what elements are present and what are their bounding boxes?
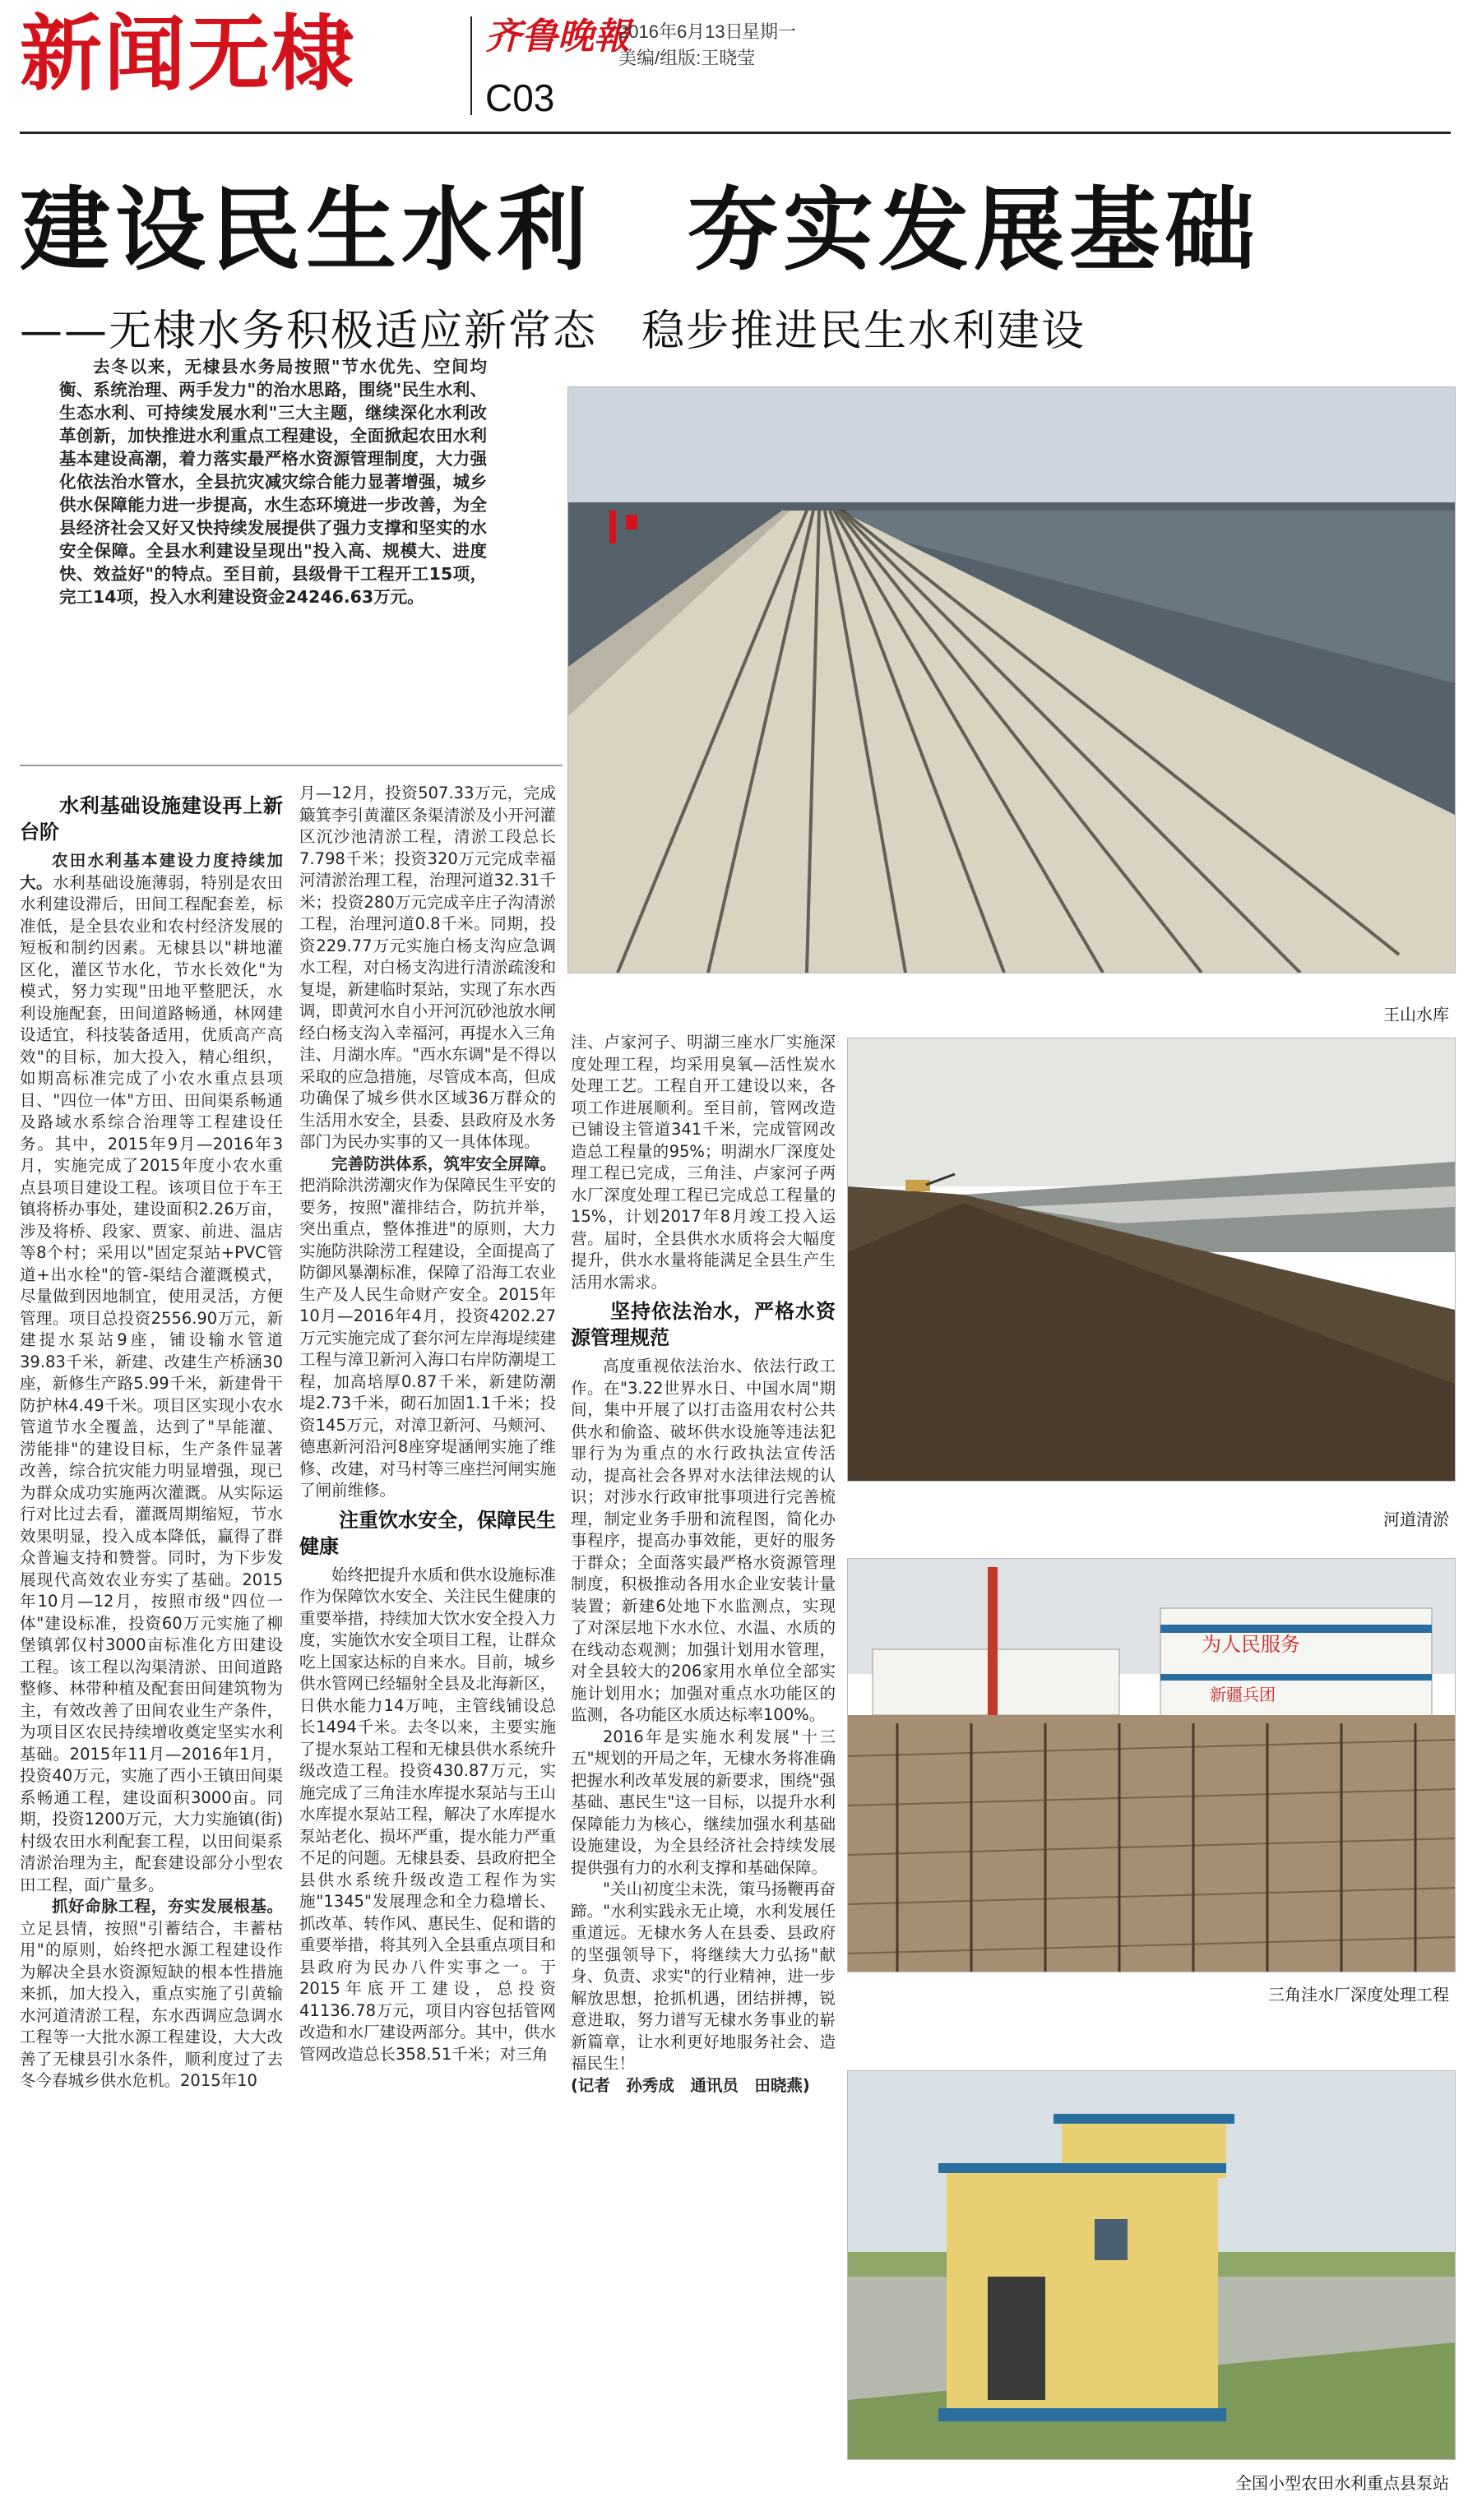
section-title: 新闻无棣 xyxy=(20,6,355,102)
intro-paragraph: 去冬以来，无棣县水务局按照"节水优先、空间均衡、系统治理、两手发力"的治水思路，围绕"民生水利、生态水利、可持续发展水利"三大主题，继续深化水利改革创新，加快推进水利重点工程建设，全面掀起农田水利基本建设高潮，着力落实最严格水资源管理制度，大力强化依法治水管水，全县抗灾减灾综合能力显著增强，城乡供水保障能力进一步提高，水生态环境进一步改善，为全县经济社会又好又快持续发展提供了强力支撑和坚实的水安全保障。全县水利建设呈现出"投入高、规模大、进度快、效益好"的特点。至目前，县级骨干工程开工15项，完工14项，投入水利建设资金24246.63万元。 xyxy=(59,357,487,607)
paragraph: 2016年是实施水利发展"十三五"规划的开局之年，无棣水务将准确把握水利改革发展的新要求，围绕"强基础、惠民生"这一目标，以提升水利保障能力为核心，继续加强水利基础设施建设，为全县经济社会持续发展提供强有力的水利支撑和基础保障。 xyxy=(571,1727,836,1877)
paragraph-lead: 完善防洪体系，筑牢安全屏障。 xyxy=(331,1154,556,1173)
plant-sign-text: 为人民服务 xyxy=(1202,1633,1300,1656)
paragraph: 洼、卢家河子、明湖三座水厂实施深度处理工程，均采用臭氧—活性炭水处理工艺。工程自开工建设以来，各项工作进展顺利。至目前，管网改造已铺设主管道341千米，完成管网改造总工程量的95%；明湖水厂深度处理工程已完成，三角洼、卢家河子两水厂深度处理工程已完成总工程量的15%，计划2017年8月竣工投入运营。届时，全县供水水质将会大幅度提升，供水水量将能满足全县生产生活用水需求。 xyxy=(571,1033,836,1292)
paragraph-text: 把消除洪涝潮灾作为保障民生平安的要务，按照"灌排结合，防抗并举，突出重点，整体推进"的原则，大力实施防洪除涝工程建设，全面提高了防御风暴潮标准，保障了沿海工农业生产及人民生命财产安全。2015年10月—2016年4月，投资4202.27万元实施完成了套尔河左岸海堤续建工程与漳卫新河入海口右岸防潮堤工程，加高培厚0.87千米，新建防潮堤2.73千米，砌石加固1.1千米；投资145万元，对漳卫新河、马颊河、德惠新河沿河8座穿堤涵闸实施了维修、改建，对马村等三座拦河闸实施了闸前维修。 xyxy=(299,1176,556,1500)
article-intro xyxy=(59,355,487,608)
dredging-photo xyxy=(847,1038,1456,1482)
article-column-1 xyxy=(20,788,283,2498)
paragraph: "关山初度尘未洗，策马扬鞭再奋蹄。"水利实践永无止境，水利发展任重道远。无棣水务人在县委、县政府的坚强领导下，将继续大力弘扬"献身、负责、求实"的行业精神，进一步解放思想，抢抓机遇，团结拼搏，锐意进取，努力谱写无棣水务事业的崭新篇章，让水利更好地服务社会、造福民生！ xyxy=(571,1880,836,2073)
paragraph xyxy=(20,1896,283,2092)
paragraph-text: 立足县情，按照"引蓄结合，丰蓄枯用"的原则，始终把水源工程建设作为解决全县水资源短缺的根本性措施来抓，加大投入，重点实施了引黄输水河道清淤工程，东水西调应急调水工程等一大批水源工程建设，大大改善了无棣县引水条件，顺利度过了去冬今春城乡供水危机。2015年10 xyxy=(20,1918,283,2090)
paragraph xyxy=(299,1154,556,1502)
article-column-2 xyxy=(299,783,556,2501)
paragraph-text: 水利基础设施薄弱，特别是农田水利建设滞后，田间工程配套差，标准低，是全县农业和农村经济发展的短板和制约因素。无棣县以"耕地灌区化，灌区节水化，节水长效化"为模式，努力实现"田地平整肥沃，水利设施配套，田间道路畅通，林网建设适宜，科技装备适用，优质高产高效"的目标，加大投入，精心组织，如期高标准完成了小农水重点县项目、"四位一体"方田、田间渠系畅通及路域水系综合治理等工程建设任务。其中，2015年9月—2016年3月，实施完成了2015年度小农水重点县项目建设工程。该项目位于车王镇将桥办事处，建设面积2.26万亩，涉及将桥、段家、贾家、前进、温店等8个村；采用以"固定泵站+PVC管道+出水栓"的管-渠结合灌溉模式，尽量做到因地制宜，使用灵活，方便管理。项目总投资2556.90万元，新建提水泵站9座，铺设输水管道39.83千米，新建、改建生产桥涵30座，新修生产路5.99千米，新建骨干防护林4.49千米。项目区实现小农水管道节水全覆盖，达到了"旱能灌、涝能排"的建设目标，生产条件显著改善，综合抗灾能力明显增强，现已为群众成功实施两次灌溉。从实际运行对比过去看，灌溉周期缩短，节水效果明显，投入成本降低，赢得了群众普遍支持和赞誉。同时，为下步发展现代高效农业夯实了基础。2015年10月—12月，按照市级"四位一体"建设标准，投资60万元实施了柳堡镇郭仅村3000亩标准化方田建设工程。该工程以沟渠清淤、田间道路整修、林带种植及配套田间建筑物为主，有效改善了田间农业生产条件，为项目区农民持续增收奠定坚实水利基础。2015年11月—2016年1月，投资40万元，实施了西小王镇田间渠系畅通工程，建设面积3000亩。同期，投资1200万元，大力实施镇(街)村级农田水利配套工程，以田间渠系清淤治理为主，配套建设部分小型农田工程，面广量多。 xyxy=(20,872,283,1894)
pump-station-caption: 全国小型农田水利重点县泵站 xyxy=(1235,2473,1449,2493)
article-column-3 xyxy=(571,1032,836,2487)
paragraph: 高度重视依法治水、依法行政工作。在"3.22世界水日、中国水周"期间，集中开展了以打击盗用农村公共供水和偷盗、破坏供水设施等违法犯罪行为为重点的水行政执法宣传活动，提高社会各界对水法律法规的认识；对涉水行政审批事项进行完善梳理，制定业务手册和流程图，简化办事程序，提高办事效能，更好的服务于群众；全面落实最严格水资源管理制度，积极推动各用水企业安装计量装置；新建6处地下水监测点，实现了对深层地下水水位、水温、水质的在线动态观测；加强计划用水管理，对全县较大的206家用水单位全部实施计划用水；加强对重点水功能区的监测，各功能区水质达标率100%。 xyxy=(571,1357,836,1724)
water-plant-caption: 三角洼水厂深度处理工程 xyxy=(1268,1985,1449,2004)
issue-weekday: 星期一 xyxy=(742,21,797,42)
sub-headline: ——无棣水务积极适应新常态 稳步推进民生水利建设 xyxy=(20,307,1086,356)
paragraph-lead: 抓好命脉工程，夯实发展根基。 xyxy=(52,1897,283,1916)
header-rule xyxy=(20,132,1451,134)
editor-credit: 美编/组版:王晓莹 xyxy=(618,48,756,68)
section-heading-rule-of-law: 坚持依法治水，严格水资源管理规范 xyxy=(571,1300,836,1349)
paragraph: 月—12月，投资507.33万元，完成簸箕李引黄灌区条渠清淤及小开河灌区沉沙池清淤工程，清淤工段总长7.798千米；投资320万元完成幸福河清淤治理工程，治理河道32.31千米；投资280万元完成辛庄子沟清淤工程，治理河道0.8千米。同期，投资229.77万元实施白杨支沟应急调水工程，对白杨支沟进行清淤疏浚和复堤，新建临时泵站，实现了东水西调，即黄河水自小开河沉砂池放水闸经白杨支沟入幸福河，再提水入三角洼、月湖水库。"西水东调"是不得以采取的应急措施，尽管成本高，但成功确保了城乡供水区域36万群众的生活用水安全，县委、县政府及水务部门为民办实事的又一具体体现。 xyxy=(299,784,556,1151)
plant-banner-text: 新疆兵团 xyxy=(1210,1685,1276,1704)
pump-station-photo xyxy=(847,2070,1456,2460)
newspaper-name: 齐鲁晚報 xyxy=(485,16,630,58)
section-heading-water-safety: 注重饮水安全，保障民生健康 xyxy=(299,1508,556,1558)
reservoir-photo xyxy=(567,386,1456,973)
main-headline: 建设民生水利 夯实发展基础 xyxy=(20,178,1260,283)
page-code: C03 xyxy=(485,76,555,119)
paragraph-lead: 农田水利基本建设力度持续加大。 xyxy=(20,851,283,892)
article-byline: (记者 孙秀成 通讯员 田晓燕) xyxy=(571,2075,810,2095)
section-heading-infrastructure: 水利基础设施建设再上新台阶 xyxy=(20,794,283,844)
header-divider xyxy=(470,16,472,115)
paragraph xyxy=(20,850,283,1896)
issue-date: 2016年6月13日 xyxy=(618,21,743,42)
intro-divider xyxy=(20,765,563,766)
paragraph: 始终把提升水质和供水设施标准作为保障饮水安全、关注民生健康的重要举措，持续加大饮水安全投入力度，实施饮水安全项目工程，让群众吃上国家达标的自来水。目前，城乡供水管网已经辐射全县及北海新区，日供水能力14万吨，主管线铺设总长1494千米。去冬以来，主要实施了提水泵站工程和无棣县供水系统升级改造工程。投资430.87万元，实施完成了三角洼水库提水泵站与王山水库提水泵站工程，解决了水库提水泵站老化、损坏严重，提水能力严重不足的问题。无棣县委、县政府把全县供水系统升级改造工程作为实施"1345"发展理念和全力稳增长、抓改革、转作风、惠民生、促和谐的重要举措，将其列入全县重点项目和县政府为民办八件实事之一。于2015年底开工建设，总投资41136.78万元，项目内容包括管网改造和水厂建设两部分。其中，供水管网改造总长358.51千米；对三角 xyxy=(299,1565,556,2064)
water-plant-photo xyxy=(847,1558,1456,1972)
dredging-caption: 河道清淤 xyxy=(1383,1510,1449,1529)
reservoir-caption: 王山水库 xyxy=(1383,1005,1449,1024)
